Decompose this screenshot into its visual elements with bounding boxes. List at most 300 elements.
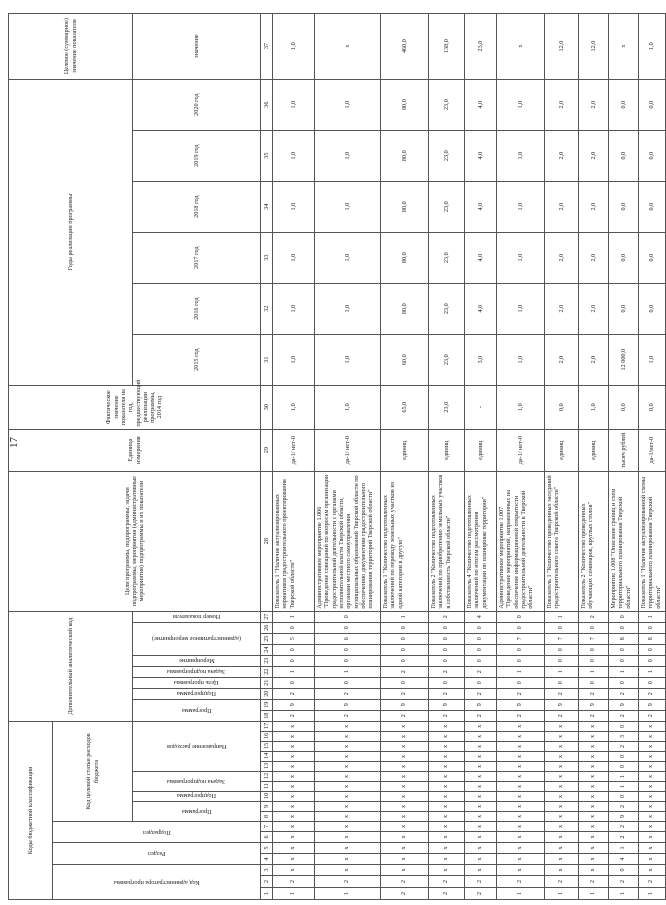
column-number: 31 <box>261 334 273 385</box>
code-cell: х <box>465 792 497 802</box>
table-row <box>273 13 315 899</box>
code-cell: 2 <box>579 876 609 888</box>
column-number: 28 <box>261 471 273 611</box>
column-number-row <box>261 13 273 899</box>
code-cell: х <box>465 854 497 865</box>
code-cell: 6 <box>315 633 381 644</box>
value-cell: 12,0 <box>579 13 609 79</box>
value-cell: 23,0 <box>429 181 465 232</box>
code-cell: х <box>465 843 497 854</box>
table-row <box>465 13 497 899</box>
code-cell: х <box>497 832 545 843</box>
code-cell: 2 <box>465 666 497 677</box>
code-cell: 1 <box>273 666 315 677</box>
column-number: 30 <box>261 385 273 429</box>
code-cell: х <box>579 782 609 792</box>
header-y2019: 2019 год <box>133 130 261 181</box>
unit-cell: да-1/ нет-0 <box>315 429 381 471</box>
value-cell: 1,0 <box>273 181 315 232</box>
value-cell: 1,0 <box>497 79 545 130</box>
code-cell: х <box>429 782 465 792</box>
code-cell: х <box>497 865 545 876</box>
code-cell: х <box>273 854 315 865</box>
value-cell: 80,0 <box>381 232 429 283</box>
column-number: 2 <box>261 876 273 888</box>
value-cell: 23,0 <box>429 79 465 130</box>
code-cell: 1 <box>545 888 579 900</box>
indicator-description: Показатель 1 "Наличие актуализированной схемы территориального планирования Тверской области" <box>639 471 666 611</box>
code-cell: 0 <box>273 655 315 666</box>
value-cell: 2,0 <box>545 334 579 385</box>
column-number: 9 <box>261 802 273 812</box>
code-cell: 0 <box>381 644 429 655</box>
value-cell: 1,0 <box>315 130 381 181</box>
value-cell: 1,0 <box>315 79 381 130</box>
value-cell: 2,0 <box>579 283 609 334</box>
value-cell: 2,0 <box>579 181 609 232</box>
value-cell: - <box>465 385 497 429</box>
value-cell: 1,0 <box>497 232 545 283</box>
code-cell: 0 <box>609 611 639 622</box>
value-cell: 1,0 <box>315 232 381 283</box>
code-cell: 2 <box>497 876 545 888</box>
code-cell: х <box>497 802 545 812</box>
code-cell: 0 <box>381 655 429 666</box>
code-cell: х <box>639 854 666 865</box>
code-cell: х <box>545 752 579 762</box>
unit-cell: да-1/ нет-0 <box>497 429 545 471</box>
unit-cell: единиц <box>465 429 497 471</box>
column-number: 8 <box>261 812 273 822</box>
value-cell: 4,0 <box>465 181 497 232</box>
column-number: 23 <box>261 655 273 666</box>
value-cell: 2,0 <box>579 334 609 385</box>
code-cell: х <box>639 865 666 876</box>
code-cell: х <box>579 772 609 782</box>
code-cell: 9 <box>273 699 315 710</box>
code-cell: 2 <box>545 876 579 888</box>
header-y2015: 2015 год <box>133 334 261 385</box>
code-cell: 0 <box>465 622 497 633</box>
value-cell: 1,0 <box>273 334 315 385</box>
table-row <box>609 13 639 899</box>
code-cell: х <box>381 854 429 865</box>
code-cell: 0 <box>315 644 381 655</box>
unit-cell: да-1/ нет-0 <box>273 429 315 471</box>
code-cell: х <box>579 822 609 832</box>
code-cell: х <box>273 752 315 762</box>
code-cell: 0 <box>273 644 315 655</box>
value-cell: 1,0 <box>315 181 381 232</box>
code-cell: х <box>429 812 465 822</box>
code-cell: 1 <box>579 888 609 900</box>
code-cell: х <box>315 782 381 792</box>
code-cell: 1 <box>579 666 609 677</box>
page-number: 17 <box>8 437 20 448</box>
code-cell: 0 <box>545 644 579 655</box>
program-indicators-table <box>8 13 666 900</box>
column-number: 5 <box>261 843 273 854</box>
code-cell: х <box>315 843 381 854</box>
code-cell: 0 <box>429 644 465 655</box>
code-cell: х <box>381 843 429 854</box>
indicator-description: Показатель 4 "Количество подготовленных заключений по итогам рассмотрения документации по планировке территории" <box>465 471 497 611</box>
code-cell: х <box>273 742 315 752</box>
code-cell: 2 <box>609 688 639 699</box>
header-y2020: 2020 год <box>133 79 261 130</box>
column-number: 20 <box>261 688 273 699</box>
code-cell: х <box>429 792 465 802</box>
header-program: Программа <box>133 802 261 822</box>
code-cell: 0 <box>639 677 666 688</box>
column-number: 27 <box>261 611 273 622</box>
header-unit: Единица измерения <box>9 429 261 471</box>
code-cell: х <box>497 752 545 762</box>
code-cell: х <box>639 782 666 792</box>
code-cell: х <box>429 721 465 731</box>
code-cell: х <box>429 752 465 762</box>
code-cell: 1 <box>545 666 579 677</box>
code-cell: 2 <box>609 822 639 832</box>
header-task-code: Задача подпрограммы <box>133 666 261 677</box>
code-cell: х <box>545 812 579 822</box>
column-number: 26 <box>261 622 273 633</box>
code-cell: х <box>273 782 315 792</box>
code-cell: х <box>465 742 497 752</box>
code-cell: х <box>429 772 465 782</box>
value-cell: 2,0 <box>545 79 579 130</box>
value-cell: 1,0 <box>273 13 315 79</box>
code-cell: х <box>273 812 315 822</box>
code-cell: 1 <box>609 843 639 854</box>
document-sheet <box>8 18 662 900</box>
code-cell: х <box>429 742 465 752</box>
code-cell: х <box>273 732 315 742</box>
code-cell: х <box>465 762 497 772</box>
value-cell: 0,0 <box>609 232 639 283</box>
code-cell: х <box>315 812 381 822</box>
value-cell: 1,0 <box>639 13 666 79</box>
value-cell: 4,0 <box>465 283 497 334</box>
value-cell: 1,0 <box>273 130 315 181</box>
value-cell: 4,0 <box>465 130 497 181</box>
code-cell: х <box>545 832 579 843</box>
value-cell: 2,0 <box>579 79 609 130</box>
code-cell: 2 <box>639 710 666 721</box>
code-cell: 0 <box>315 677 381 688</box>
code-cell: 0 <box>315 655 381 666</box>
code-cell: х <box>465 865 497 876</box>
code-cell: х <box>497 782 545 792</box>
value-cell: 0,0 <box>609 181 639 232</box>
code-cell: 0 <box>497 622 545 633</box>
code-cell: 2 <box>609 742 639 752</box>
value-cell: 80,0 <box>381 130 429 181</box>
code-cell: 2 <box>545 710 579 721</box>
header-indicator-num: Номер показателя <box>133 611 261 622</box>
table-row <box>579 13 609 899</box>
code-cell: 2 <box>273 876 315 888</box>
code-cell: х <box>465 822 497 832</box>
code-cell: х <box>579 762 609 772</box>
column-number: 14 <box>261 752 273 762</box>
code-cell: 2 <box>579 710 609 721</box>
code-cell: х <box>315 721 381 731</box>
code-cell: х <box>381 782 429 792</box>
code-cell: 0 <box>497 644 545 655</box>
code-cell: х <box>545 854 579 865</box>
code-cell: 2 <box>497 688 545 699</box>
header-sub-code: Подпрограмма <box>133 688 261 699</box>
code-cell: х <box>273 772 315 782</box>
code-cell: 1 <box>273 611 315 622</box>
value-cell: 1,0 <box>639 334 666 385</box>
code-cell: х <box>639 822 666 832</box>
code-cell: х <box>381 865 429 876</box>
value-cell: 2,0 <box>545 130 579 181</box>
code-cell: 0 <box>579 622 609 633</box>
code-cell: х <box>497 732 545 742</box>
code-cell: 0 <box>465 633 497 644</box>
code-cell: 2 <box>429 876 465 888</box>
code-cell: х <box>315 802 381 812</box>
code-cell: х <box>579 854 609 865</box>
code-cell: х <box>639 721 666 731</box>
value-cell: 2,0 <box>545 232 579 283</box>
code-cell: 2 <box>465 876 497 888</box>
code-cell: х <box>465 752 497 762</box>
code-cell: 2 <box>315 710 381 721</box>
value-cell: 1,0 <box>579 385 609 429</box>
value-cell: 23,0 <box>429 334 465 385</box>
code-cell: 0 <box>465 644 497 655</box>
header-target-article: Код целевой статьи расходов бюджета <box>53 721 133 821</box>
code-cell: х <box>273 843 315 854</box>
table-body <box>273 13 666 899</box>
code-cell: 9 <box>429 699 465 710</box>
value-cell: 0,0 <box>609 385 639 429</box>
column-number: 18 <box>261 710 273 721</box>
code-cell: 0 <box>273 677 315 688</box>
code-cell: 0 <box>639 622 666 633</box>
code-cell: х <box>381 792 429 802</box>
table-row <box>429 13 465 899</box>
code-cell: 1 <box>639 666 666 677</box>
code-cell: х <box>273 802 315 812</box>
code-cell: х <box>639 792 666 802</box>
code-cell: х <box>315 854 381 865</box>
unit-cell: единиц <box>579 429 609 471</box>
code-cell: 4 <box>609 854 639 865</box>
unit-cell: единиц <box>429 429 465 471</box>
code-cell: 0 <box>381 622 429 633</box>
value-cell: 0,0 <box>545 385 579 429</box>
header-goal-code: Цель программы <box>133 677 261 688</box>
code-cell: х <box>429 762 465 772</box>
column-number: 19 <box>261 699 273 710</box>
header-section: Раздел <box>53 843 261 865</box>
code-cell: 0 <box>609 677 639 688</box>
code-cell: 0 <box>609 762 639 772</box>
column-number: 13 <box>261 762 273 772</box>
column-number: 37 <box>261 13 273 79</box>
table-row <box>545 13 579 899</box>
code-cell: х <box>497 772 545 782</box>
code-cell: х <box>429 732 465 742</box>
header-value: значение <box>133 13 261 79</box>
value-cell: 80,0 <box>381 79 429 130</box>
value-cell: 0,0 <box>639 181 666 232</box>
code-cell: х <box>465 802 497 812</box>
code-cell: х <box>497 854 545 865</box>
code-cell: 2 <box>609 876 639 888</box>
code-cell: х <box>273 832 315 843</box>
code-cell: х <box>639 812 666 822</box>
code-cell: х <box>315 772 381 782</box>
code-cell: х <box>381 732 429 742</box>
code-cell: х <box>579 812 609 822</box>
code-cell: х <box>381 812 429 822</box>
code-cell: 0 <box>609 792 639 802</box>
code-cell: 2 <box>465 710 497 721</box>
code-cell: 0 <box>429 655 465 666</box>
code-cell: х <box>273 865 315 876</box>
code-cell: х <box>497 721 545 731</box>
code-cell: х <box>545 802 579 812</box>
code-cell: 0 <box>639 644 666 655</box>
value-cell: 3,0 <box>465 334 497 385</box>
code-cell: 0 <box>429 633 465 644</box>
code-cell: 2 <box>381 688 429 699</box>
code-cell: 1 <box>609 666 639 677</box>
code-cell: х <box>579 742 609 752</box>
table-row <box>381 13 429 899</box>
code-cell: 1 <box>545 611 579 622</box>
code-cell: 2 <box>315 688 381 699</box>
code-cell: 2 <box>273 710 315 721</box>
code-cell: х <box>639 802 666 812</box>
code-cell: х <box>273 721 315 731</box>
code-cell: 1 <box>315 888 381 900</box>
code-cell: х <box>465 782 497 792</box>
value-cell: 0,0 <box>609 283 639 334</box>
value-cell: 0,0 <box>639 130 666 181</box>
table-row <box>497 13 545 899</box>
code-cell: 2 <box>429 666 465 677</box>
header-expense-direction: Направление расходов <box>133 721 261 771</box>
code-cell: 0 <box>465 677 497 688</box>
code-cell: х <box>639 832 666 843</box>
unit-cell: тысяч рублей <box>609 429 639 471</box>
code-cell: х <box>545 742 579 752</box>
code-cell: 9 <box>639 699 666 710</box>
header-subprogram: Подпрограмма <box>133 792 261 802</box>
code-cell: х <box>545 782 579 792</box>
value-cell: 23,0 <box>465 13 497 79</box>
code-cell: 2 <box>429 611 465 622</box>
header-extra-code: Дополнительный аналитический код <box>9 611 133 721</box>
value-cell: х <box>497 13 545 79</box>
code-cell: 9 <box>609 699 639 710</box>
code-cell: 2 <box>579 611 609 622</box>
value-cell: 1,0 <box>497 385 545 429</box>
code-cell: х <box>465 772 497 782</box>
column-number: 36 <box>261 79 273 130</box>
code-cell: х <box>465 832 497 843</box>
rotated-table-wrapper <box>8 18 662 900</box>
code-cell: х <box>465 812 497 822</box>
header-actual-2014: Фактическое значение показателя на год, предшествующий реализации программы, 2014 год <box>9 385 261 429</box>
code-cell: 1 <box>273 888 315 900</box>
code-cell: х <box>579 843 609 854</box>
column-number: 16 <box>261 732 273 742</box>
indicator-description: Показатель 1 "Наличие актуализированных нормативов градостроительного проектирования Тверской области" <box>273 471 315 611</box>
code-cell: 2 <box>273 688 315 699</box>
value-cell: 2,0 <box>545 181 579 232</box>
code-cell: х <box>429 843 465 854</box>
code-cell: 2 <box>315 876 381 888</box>
code-cell: 2 <box>639 688 666 699</box>
column-number: 15 <box>261 742 273 752</box>
code-cell: х <box>465 732 497 742</box>
code-cell: 1 <box>497 666 545 677</box>
code-cell: х <box>579 802 609 812</box>
value-cell: 80,0 <box>381 181 429 232</box>
unit-cell: единиц <box>545 429 579 471</box>
code-cell: 9 <box>381 699 429 710</box>
code-cell: 0 <box>579 655 609 666</box>
code-cell: 0 <box>579 677 609 688</box>
column-number: 3 <box>261 865 273 876</box>
column-number: 25 <box>261 633 273 644</box>
code-cell: х <box>429 865 465 876</box>
code-cell: 1 <box>381 611 429 622</box>
code-cell: 2 <box>465 888 497 900</box>
code-cell: 9 <box>609 812 639 822</box>
value-cell: 1,0 <box>273 232 315 283</box>
code-cell: х <box>315 822 381 832</box>
value-cell: 460,0 <box>381 13 429 79</box>
code-cell: 5 <box>273 633 315 644</box>
value-cell: 0,0 <box>609 79 639 130</box>
code-cell: х <box>497 792 545 802</box>
code-cell: 1 <box>497 888 545 900</box>
code-cell: 1 <box>315 666 381 677</box>
column-number: 35 <box>261 130 273 181</box>
code-cell: х <box>545 762 579 772</box>
column-number: 12 <box>261 772 273 782</box>
code-cell: х <box>429 822 465 832</box>
header-prog-code: Программа <box>133 699 261 721</box>
indicator-description: Показатель 1 "Количество проведенных заседаний градостроительного совета Тверской области" <box>545 471 579 611</box>
code-cell: х <box>545 865 579 876</box>
code-cell: 3 <box>609 732 639 742</box>
code-cell: х <box>381 752 429 762</box>
code-cell: х <box>381 822 429 832</box>
value-cell: 138,0 <box>429 13 465 79</box>
code-cell: 0 <box>429 677 465 688</box>
header-budget-codes: Коды бюджетной классификации <box>9 721 53 899</box>
code-cell: х <box>315 865 381 876</box>
value-cell: 1,0 <box>273 79 315 130</box>
code-cell: 9 <box>497 699 545 710</box>
code-cell: 2 <box>639 876 666 888</box>
code-cell: 0 <box>639 655 666 666</box>
code-cell: 0 <box>315 611 381 622</box>
code-cell: х <box>315 742 381 752</box>
value-cell: 1,0 <box>497 130 545 181</box>
code-cell: х <box>273 792 315 802</box>
